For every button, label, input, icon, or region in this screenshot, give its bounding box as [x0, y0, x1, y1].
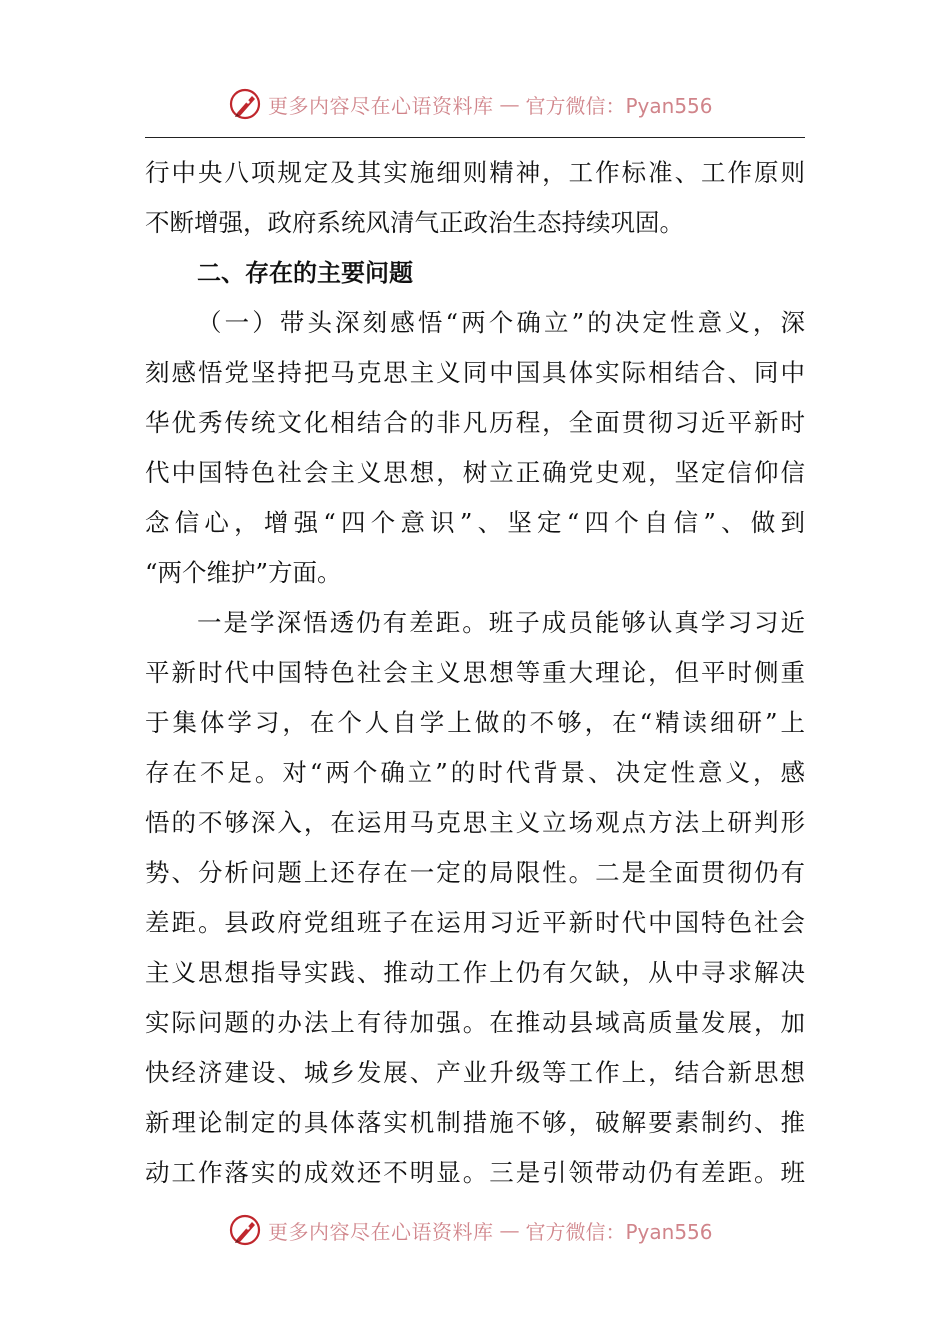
- text-line: 新理论制定的具体落实机制措施不够，破解要素制约、推: [145, 1108, 805, 1137]
- text-line: 刻感悟党坚持把马克思主义同中国具体实际相结合、同中: [145, 358, 805, 387]
- text-line: 华优秀传统文化相结合的非凡历程，全面贯彻习近平新时: [145, 408, 805, 437]
- text-line: 实际问题的办法上有待加强。在推动县域高质量发展，加: [145, 1008, 805, 1037]
- text-line: 于集体学习，在个人自学上做的不够，在“精读细研”上: [145, 708, 805, 737]
- header-watermark: [228, 84, 713, 124]
- text-line: 差距。县政府党组班子在运用习近平新时代中国特色社会: [145, 908, 805, 937]
- text-line: 行中央八项规定及其实施细则精神，工作标准、工作原则: [145, 158, 805, 187]
- watermark-separator: —: [499, 92, 520, 116]
- subsection-heading-line: （一）带头深刻感悟“两个确立”的决定性意义，深: [197, 308, 805, 337]
- document-body: [145, 148, 805, 1198]
- section-heading: 二、存在的主要问题: [197, 259, 413, 287]
- paragraph-start-line: 一是学深悟透仍有差距。班子成员能够认真学习习近: [197, 608, 805, 637]
- text-line: 动工作落实的成效还不明显。三是引领带动仍有差距。班: [145, 1158, 805, 1187]
- pen-logo-icon: [228, 1213, 262, 1247]
- text-line: 不断增强，政府系统风清气正政治生态持续巩固。: [145, 208, 684, 237]
- text-line: 主义思想指导实践、推动工作上仍有欠缺，从中寻求解决: [145, 958, 805, 987]
- text-line: 悟的不够深入，在运用马克思主义立场观点方法上研判形: [145, 808, 805, 837]
- watermark-contact: 官方微信：Pyan556: [525, 93, 713, 118]
- watermark-text: 更多内容尽在心语资料库: [268, 1219, 494, 1244]
- footer-watermark: [228, 1210, 713, 1250]
- text-line: 平新时代中国特色社会主义思想等重大理论，但平时侧重: [145, 658, 805, 687]
- text-line: 念信心，增强“四个意识”、坚定“四个自信”、做到: [145, 508, 805, 537]
- pen-logo-icon: [228, 87, 262, 121]
- text-line: 存在不足。对“两个确立”的时代背景、决定性意义，感: [145, 758, 805, 787]
- watermark-separator: —: [499, 1218, 520, 1242]
- text-line: 代中国特色社会主义思想，树立正确党史观，坚定信仰信: [145, 458, 805, 487]
- text-line: “两个维护”方面。: [145, 558, 342, 587]
- text-line: 势、分析问题上还存在一定的局限性。二是全面贯彻仍有: [145, 858, 805, 887]
- header-divider: [145, 137, 805, 138]
- text-line: 快经济建设、城乡发展、产业升级等工作上，结合新思想: [145, 1058, 805, 1087]
- watermark-contact: 官方微信：Pyan556: [525, 1219, 713, 1244]
- watermark-text: 更多内容尽在心语资料库: [268, 93, 494, 118]
